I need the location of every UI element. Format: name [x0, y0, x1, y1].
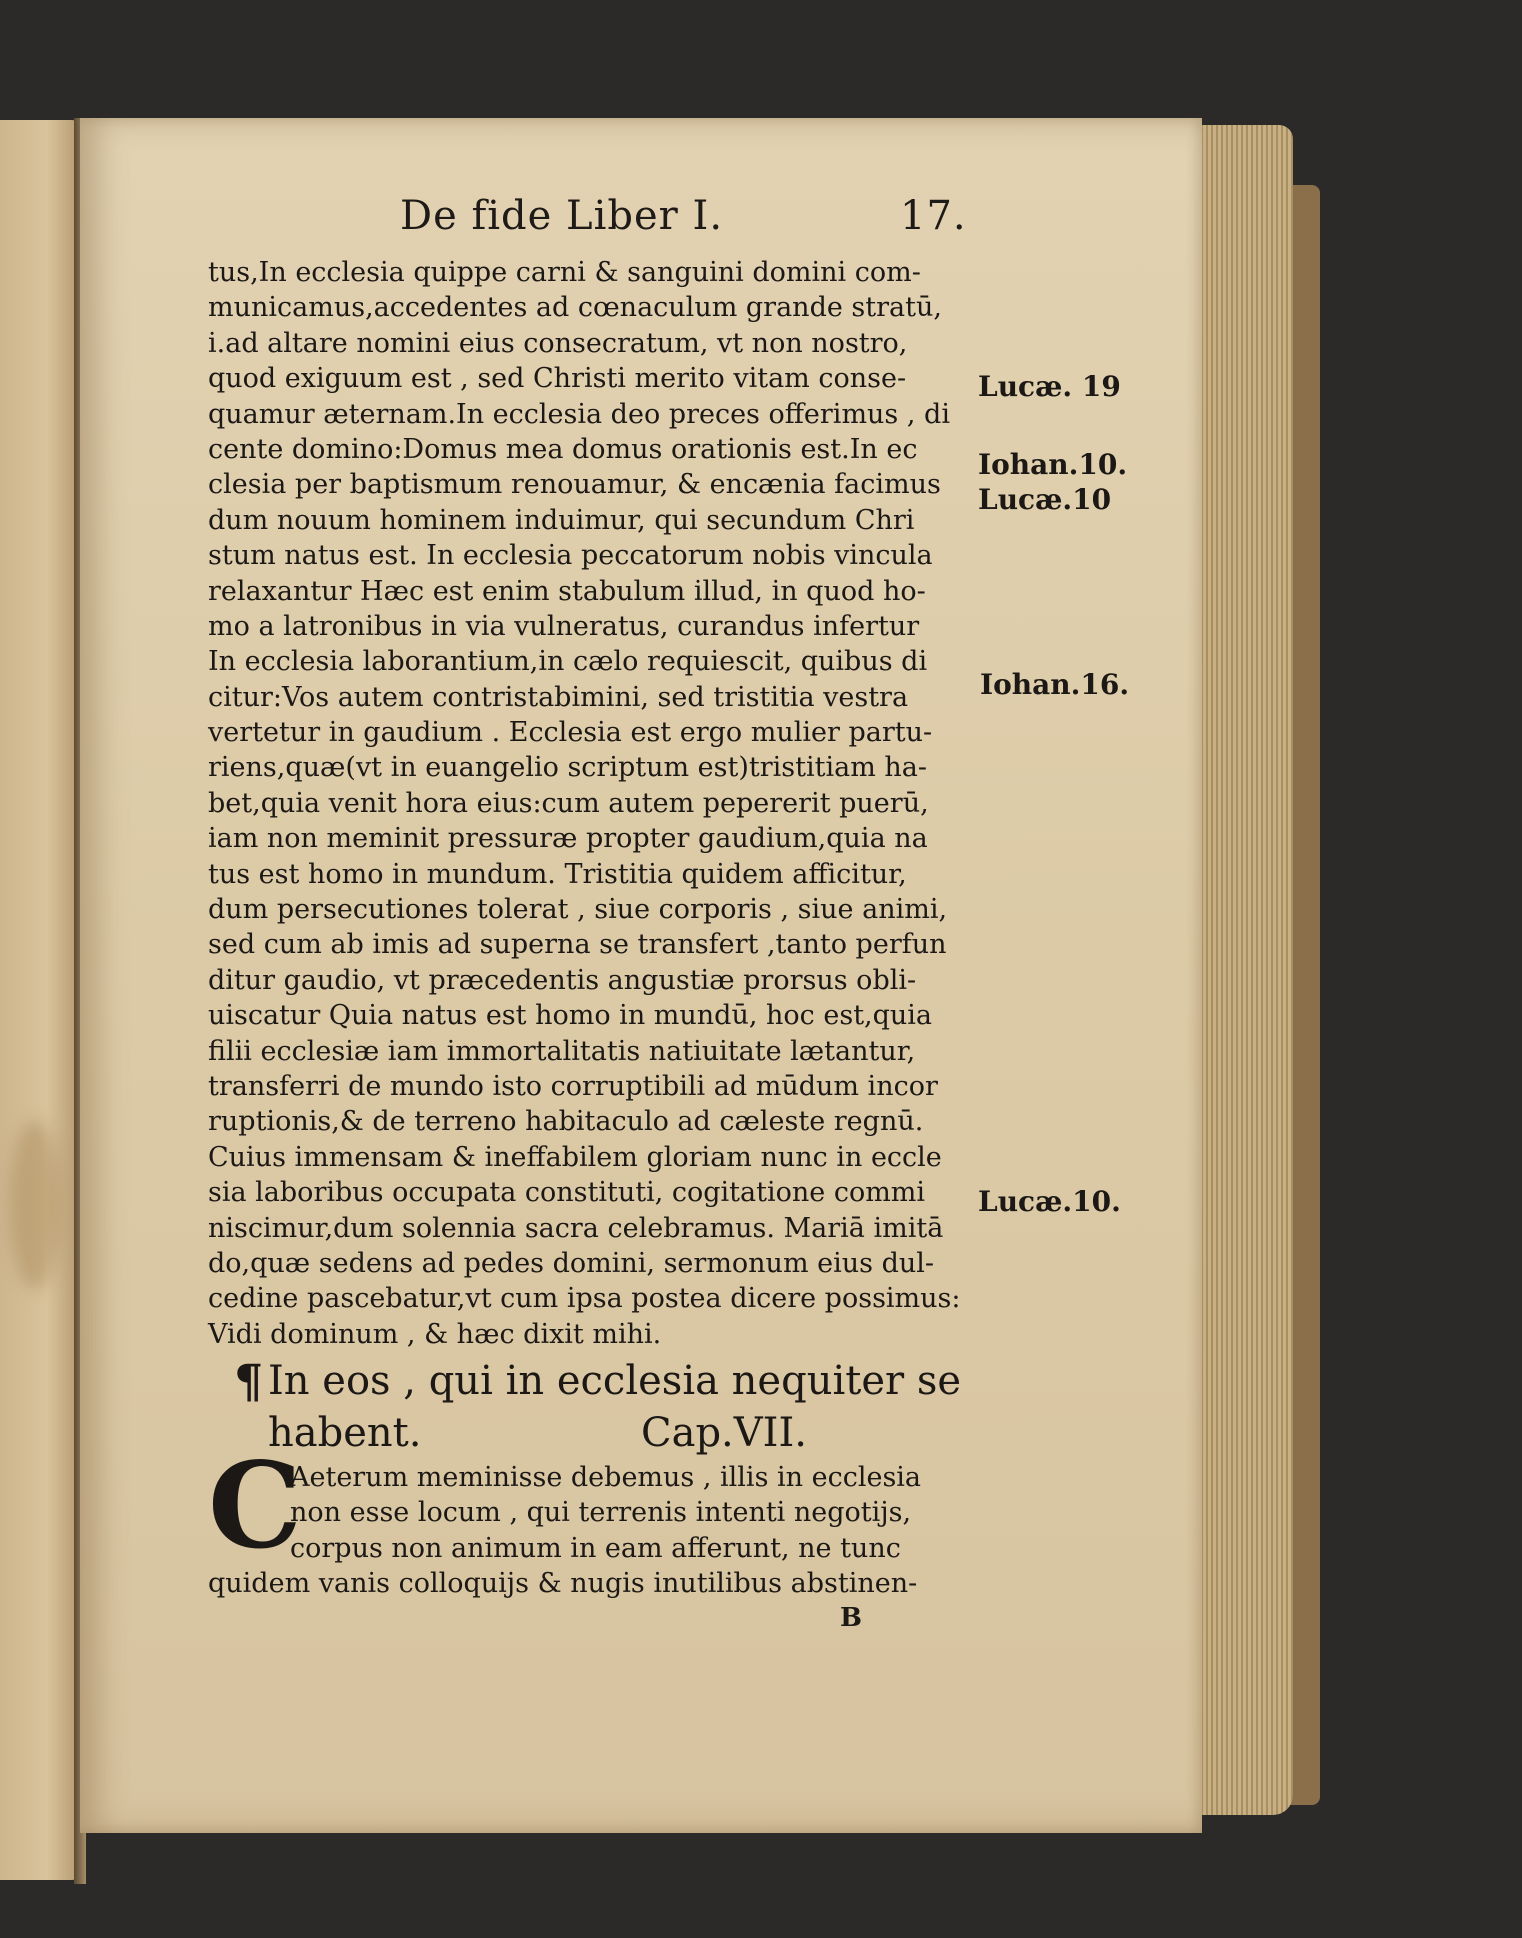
chapter-heading-line — [268, 1407, 988, 1459]
text-line: filii ecclesiæ iam immortalitatis natiuitate lætantur, — [208, 1035, 916, 1067]
text-line: In ecclesia laborantium,in cælo requiescit, quibus di — [208, 646, 928, 678]
text-line: Cuius immensam & ineffabilem gloriam nunc in eccle — [208, 1141, 942, 1173]
marginal-note: Iohan.16. — [980, 668, 1130, 701]
text-line: dum persecutiones tolerat , siue corporis , siue animi, — [208, 894, 948, 926]
text-line: mo a latronibus in via vulneratus, curandus infertur — [208, 610, 920, 642]
text-line: clesia per baptismum renouamur, & encænia facimus — [208, 469, 941, 501]
text-line: iam non meminit pressuræ propter gaudium,quia na — [208, 823, 928, 855]
chapter-number: Cap.VII. — [641, 1410, 807, 1456]
page-stain — [10, 1120, 60, 1290]
text-line: transferri de mundo isto corruptibili ad mūdum incor — [208, 1070, 938, 1102]
signature-mark: B — [840, 1603, 862, 1633]
marginal-note: Lucæ.10 — [978, 483, 1112, 516]
text-line: municamus,accedentes ad cœnaculum grande stratū, — [208, 292, 942, 324]
text-line: ruptionis,& de terreno habitaculo ad cæleste regnū. — [208, 1106, 924, 1138]
text-line: vertetur in gaudium . Ecclesia est ergo mulier partu- — [208, 717, 933, 749]
page-number: 17. — [900, 193, 967, 239]
book-cover-edge — [1290, 185, 1320, 1805]
text-line: corpus non animum in eam afferunt, ne tunc — [290, 1532, 901, 1564]
text-line: cedine pascebatur,vt cum ipsa postea dicere possimus: — [208, 1283, 961, 1315]
text-line: i.ad altare nomini eius consecratum, vt non nostro, — [208, 327, 908, 359]
text-line: quod exiguum est , sed Christi merito vitam conse- — [208, 363, 907, 395]
text-line: relaxantur Hæc est enim stabulum illud, in quod ho- — [208, 575, 926, 607]
running-head — [400, 193, 1000, 253]
marginal-note: Lucæ.10. — [978, 1185, 1121, 1218]
text-line: dum nouum hominem induimur, qui secundum Chri — [208, 504, 915, 536]
text-line: Aeterum meminisse debemus , illis in ecclesia — [290, 1462, 922, 1493]
marginal-note: Iohan.10. — [978, 448, 1128, 481]
marginal-note: Lucæ. 19 — [978, 370, 1121, 403]
text-line: niscimur,dum solennia sacra celebramus. Mariā imitā — [208, 1212, 944, 1244]
text-line: quidem vanis colloquijs & nugis inutilibus abstinen- — [208, 1568, 918, 1600]
text-line: bet,quia venit hora eius:cum autem pepererit puerū, — [208, 787, 929, 819]
chapter-heading — [234, 1354, 988, 1459]
text-line: tus,In ecclesia quippe carni & sanguini domini com- — [208, 257, 921, 288]
text-line: sed cum ab imis ad superna se transfert ,tanto perfun — [208, 929, 947, 961]
text-line: cente domino:Domus mea domus orationis est.In ec — [208, 433, 918, 465]
text-line: Vidi dominum , & hæc dixit mihi. — [208, 1318, 662, 1350]
text-line: quamur æternam.In ecclesia deo preces offerimus , di — [208, 398, 950, 430]
body-text — [208, 255, 968, 1352]
text-line: tus est homo in mundum. Tristitia quidem afficitur, — [208, 858, 907, 890]
left-facing-page — [0, 120, 78, 1880]
chapter-heading-end: habent. — [268, 1410, 422, 1456]
running-head-title: De fide Liber I. — [400, 193, 724, 239]
text-line: uiscatur Quia natus est homo in mundū, hoc est,quia — [208, 1000, 933, 1032]
text-line: ditur gaudio, vt præcedentis angustiæ prorsus obli- — [208, 964, 917, 996]
chapter-text — [208, 1460, 978, 1602]
page-edges — [1198, 125, 1293, 1815]
chapter-heading-line: In eos , qui in ecclesia nequiter se — [268, 1358, 962, 1404]
text-line: stum natus est. In ecclesia peccatorum nobis vincula — [208, 540, 933, 572]
pilcrow-mark: ¶ — [234, 1354, 264, 1408]
text-line: citur:Vos autem contristabimini, sed tristitia vestra — [208, 681, 909, 713]
text-line: riens,quæ(vt in euangelio scriptum est)tristitiam ha- — [208, 752, 928, 784]
drop-cap: C — [208, 1436, 302, 1575]
text-line: do,quæ sedens ad pedes domini, sermonum eius dul- — [208, 1247, 935, 1279]
text-line: sia laboribus occupata constituti, cogitatione commi — [208, 1177, 926, 1209]
text-line: non esse locum , qui terrenis intenti negotijs, — [290, 1497, 912, 1529]
